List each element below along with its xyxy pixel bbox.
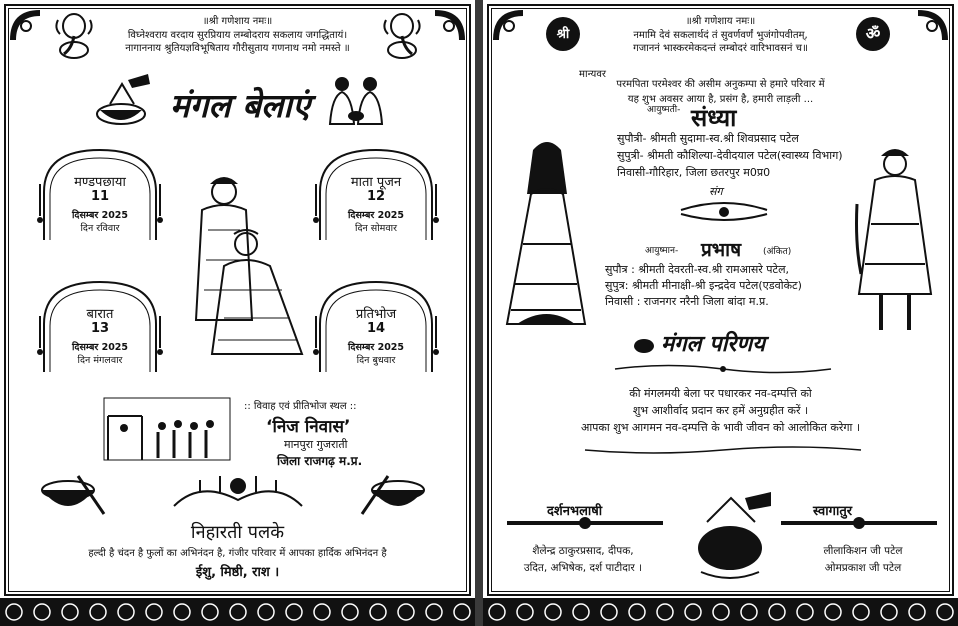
main-title: मंगल बेलाएं	[169, 86, 311, 125]
event-card-mandap	[36, 144, 164, 240]
intro-line-2: यह शुभ अवसर आया है, प्रसंग है, हमारी लाड़ली ...	[627, 94, 814, 105]
shloka-title: ॥श्री गणेशाय नमः॥	[202, 16, 273, 27]
groom-label: आयुष्मान-	[645, 246, 679, 256]
dhol-drum-icon	[358, 470, 428, 520]
shloka-line-2: गजाननं भास्करमेकदन्तं लम्बोदरं वारिभावसनं च॥	[633, 43, 808, 54]
bottom-border-pattern	[483, 598, 958, 626]
bride-family-3: निवासी-गौरिहार, जिला छतरपुर म0प्र0	[617, 166, 771, 179]
event-card-mata-pujan	[312, 144, 440, 240]
event-weekday: दिन सोमवार	[355, 223, 397, 234]
darshan-title: दर्शनभलाषी	[547, 504, 603, 519]
ornament-left-icon	[633, 338, 655, 354]
dhol-drum-icon	[38, 470, 108, 520]
groom-honorific: (अंकित)	[763, 247, 792, 257]
nihar-title: निहारती पलके	[190, 522, 285, 543]
event-weekday: दिन रविवार	[80, 223, 120, 234]
groom-name: प्रभाष	[701, 239, 742, 261]
venue-address-2: जिला राजगढ़ म.प्र.	[277, 454, 363, 468]
event-month: दिसम्बर 2025	[71, 342, 129, 353]
musicians-icon	[322, 70, 392, 128]
mangal-parinay-title: मंगल परिणय	[661, 331, 765, 357]
flourish-divider-icon	[583, 442, 863, 458]
shloka-line-2: नागाननाय श्रुतियज्ञविभूषिताय गौरीसुताय गणनाथ नमो नमस्ते ॥	[125, 43, 350, 54]
nihar-names: ईशु, मिष्ठी, राश ।	[195, 565, 280, 580]
shloka-line-1: विघ्नेश्वराय वरदाय सुरप्रियाय लम्बोदराय सकलाय जगद्धितायं।	[127, 30, 348, 41]
event-month: दिसम्बर 2025	[347, 210, 405, 221]
swagat-title: स्वागातुर	[813, 504, 853, 519]
event-day: 13	[90, 321, 110, 336]
blessing-line-2: शुभ आशीर्वाद प्रदान कर हमें अनुग्रहीत करें ।	[632, 404, 809, 417]
groom-illustration-icon	[851, 144, 937, 334]
venue-name: ‘निज निवास’	[266, 417, 351, 437]
wedding-scene-icon	[102, 396, 232, 462]
kalash-pot-icon	[88, 70, 154, 128]
shloka-title: ॥श्री गणेशाय नमः॥	[685, 16, 756, 27]
event-card-pratibhoj	[312, 276, 440, 372]
swagat-line-1: लीलाकिशन जी पटेल	[823, 545, 903, 557]
bride-family-2: सुपुत्री- श्रीमती कौशिल्या-देवीदयाल पटेल(स्वास्थ्य विभाग)	[617, 149, 843, 162]
couple-illustration-icon	[178, 170, 308, 360]
event-month: दिसम्बर 2025	[347, 342, 405, 353]
groom-family-1: सुपौत्र : श्रीमती देवरती-स्व.श्री रामआसरे पटेल,	[605, 263, 790, 276]
event-month: दिसम्बर 2025	[71, 210, 129, 221]
flute-ornament-icon	[779, 516, 939, 530]
kalash-pot-icon	[687, 492, 773, 580]
groom-family-3: निवासी : राजनगर नरैनी जिला बांदा म.प्र.	[605, 295, 769, 308]
bride-name: संध्या	[691, 104, 737, 132]
nihar-line: हल्दी है चंदन है फुलों का अभिनंदन है, गंजीर परिवार में आपका हार्दिक अभिनंदन है	[88, 548, 387, 559]
blessing-line-1: की मंगलमयी बेला पर पधारकर नव-दम्पत्ति को	[629, 387, 812, 400]
bride-family-1: सुपौत्री- श्रीमती सुदामा-स्व.श्री शिवप्रसाद पटेल	[617, 132, 799, 145]
event-name: प्रतिभोज	[355, 307, 397, 322]
event-weekday: दिन मंगलवार	[77, 355, 123, 366]
greeting: मान्यवर	[579, 69, 606, 80]
event-name: माता पूजन	[350, 175, 402, 190]
swagat-line-2: ओमप्रकाश जी पटेल	[824, 562, 902, 574]
ornamental-motif-icon	[170, 470, 306, 516]
shri-emblem-text: श्री	[556, 27, 570, 42]
event-day: 14	[366, 321, 386, 336]
blessing-line-3: आपका शुभ आगमन नव-दम्पत्ति के भावी जीवन को आलोकित करेगा ।	[580, 421, 861, 434]
bottom-border-pattern	[0, 598, 475, 626]
om-emblem-text: ॐ	[865, 24, 881, 43]
flourish-divider-icon	[613, 360, 833, 378]
venue-address-1: मानपुरा गुजराती	[284, 438, 348, 451]
event-weekday: दिन बुधवार	[356, 355, 396, 366]
knot-ornament-icon	[679, 196, 769, 226]
right-card-page	[483, 0, 958, 626]
event-day: 11	[90, 189, 110, 204]
darshan-line-1: शैलेन्द्र ठाकुरप्रसाद, दीपक,	[532, 545, 634, 557]
bride-label: आयुष्मती-	[647, 105, 681, 115]
sang-label: संग	[709, 185, 723, 198]
left-card-page	[0, 0, 475, 626]
event-card-barat	[36, 276, 164, 372]
bride-illustration-icon	[503, 134, 589, 330]
groom-family-2: सुपुत्र: श्रीमती मीनाक्षी-श्री इन्द्रदेव पटेल(एडवोकेट)	[605, 279, 802, 292]
intro-line-1: परमपिता परमेश्वर की असीम अनुकम्पा से हमारे परिवार में	[616, 79, 825, 90]
event-name: मण्डपछाया	[74, 175, 126, 190]
shloka-line-1: नमामि देवं सकलार्थदं तं सुवर्णवर्णं भुजंगोपवीतम्,	[633, 30, 808, 41]
event-day: 12	[366, 189, 386, 204]
event-name: बारात	[86, 307, 114, 322]
darshan-line-2: उदित, अभिषेक, दर्श पाटीदार ।	[523, 562, 643, 574]
venue-header: :: विवाह एवं प्रीतिभोज स्थल ::	[244, 401, 357, 412]
